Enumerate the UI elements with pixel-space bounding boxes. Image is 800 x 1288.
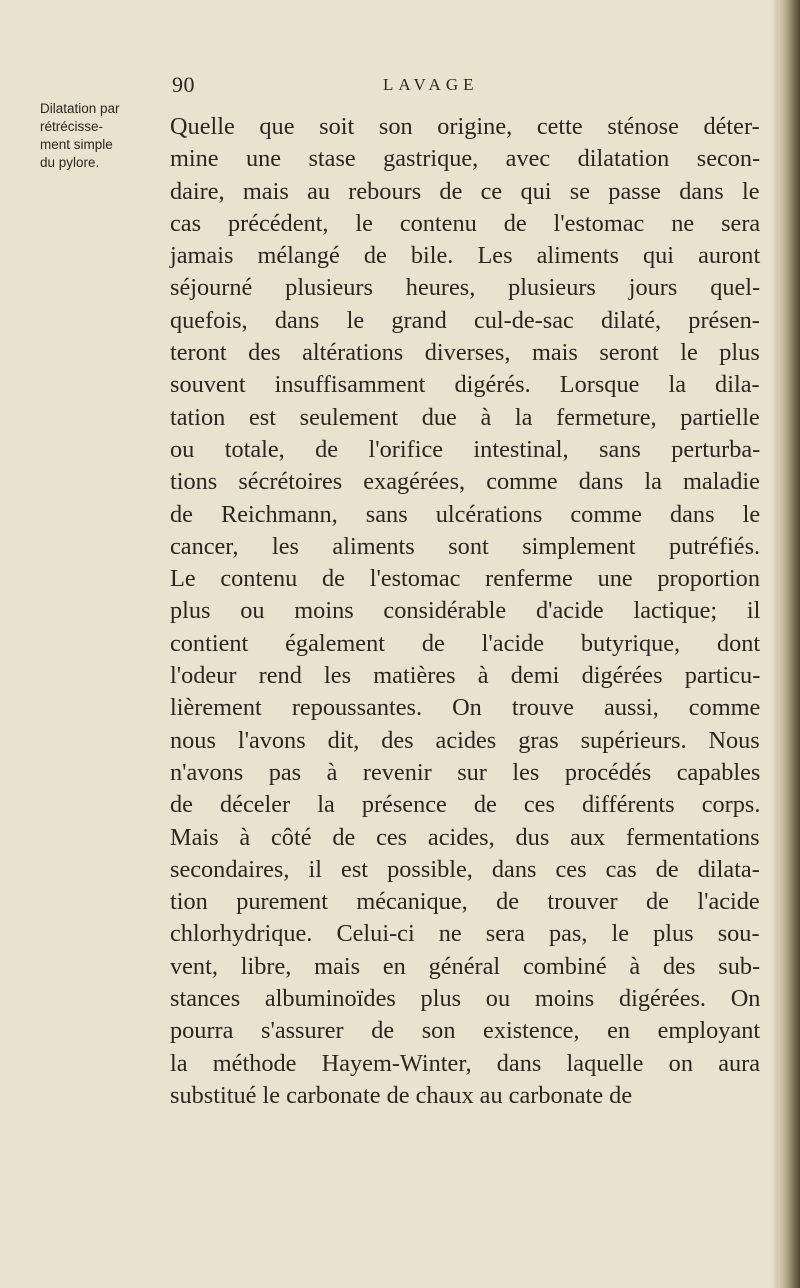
running-head: LAVAGE [383,75,479,94]
text-line: n'avons pas à revenir sur les procédés capables [170,758,761,786]
body-text [170,111,760,1112]
margin-note-line: rétrécisse- [40,119,104,134]
text-line: souvent insuffisamment digérés. Lorsque la dila- [170,371,760,399]
text-line: jamais mélangé de bile. Les aliments qui auront [170,242,761,270]
page-header [170,72,760,102]
text-line: séjourné plusieurs heures, plusieurs jours quel- [170,274,761,302]
text-line: stances albuminoïdes plus ou moins digérées. On [170,985,761,1013]
text-line: cas précédent, le contenu de l'estomac ne sera [170,209,761,237]
page-edge [778,0,800,1288]
text-line: cancer, les aliments sont simplement putréfiés. [170,532,761,560]
text-line: la méthode Hayem-Winter, dans laquelle on aura [170,1049,761,1077]
text-line: secondaires, il est possible, dans ces cas de dilata- [170,855,760,883]
text-line: l'odeur rend les matières à demi digérées particu- [170,662,761,690]
text-line: tions sécrétoires exagérées, comme dans la maladie [170,468,760,496]
text-line: tion purement mécanique, de trouver de l'acide [170,888,760,916]
text-line: substitué le carbonate de chaux au carbonate de [170,1081,633,1109]
text-line: pourra s'assurer de son existence, en employant [170,1017,761,1045]
text-line: de Reichmann, sans ulcérations comme dans le [170,500,761,528]
text-line: lièrement repoussantes. On trouve aussi, comme [170,694,761,722]
text-line: quefois, dans le grand cul-de-sac dilaté, présen- [170,306,760,334]
margin-note-line: du pylore. [40,155,100,170]
text-line: chlorhydrique. Celui-ci ne sera pas, le plus sou- [170,920,760,948]
text-line: Mais à côté de ces acides, dus aux fermentations [170,823,760,851]
text-line: ou totale, de l'orifice intestinal, sans perturba- [170,435,761,463]
text-line: tation est seulement due à la fermeture, partielle [170,403,760,431]
text-line: daire, mais au rebours de ce qui se passe dans le [170,177,760,205]
text-line: vent, libre, mais en général combiné à des sub- [170,952,761,980]
page-number: 90 [172,72,195,97]
text-line: Le contenu de l'estomac renferme une proportion [170,565,760,593]
margin-note-line: ment simple [40,137,113,152]
margin-note-line: Dilatation par [40,101,120,116]
margin-note [40,100,160,172]
text-line: teront des altérations diverses, mais seront le plus [170,339,760,367]
text-line: de déceler la présence de ces différents corps. [170,791,761,819]
text-line: plus ou moins considérable d'acide lactique; il [170,597,761,625]
text-line: contient également de l'acide butyrique, dont [170,629,761,657]
text-line: mine une stase gastrique, avec dilatation secon- [170,145,761,173]
text-line: nous l'avons dit, des acides gras supérieurs. Nous [170,726,760,754]
text-line: Quelle que soit son origine, cette sténose déter- [170,113,760,140]
